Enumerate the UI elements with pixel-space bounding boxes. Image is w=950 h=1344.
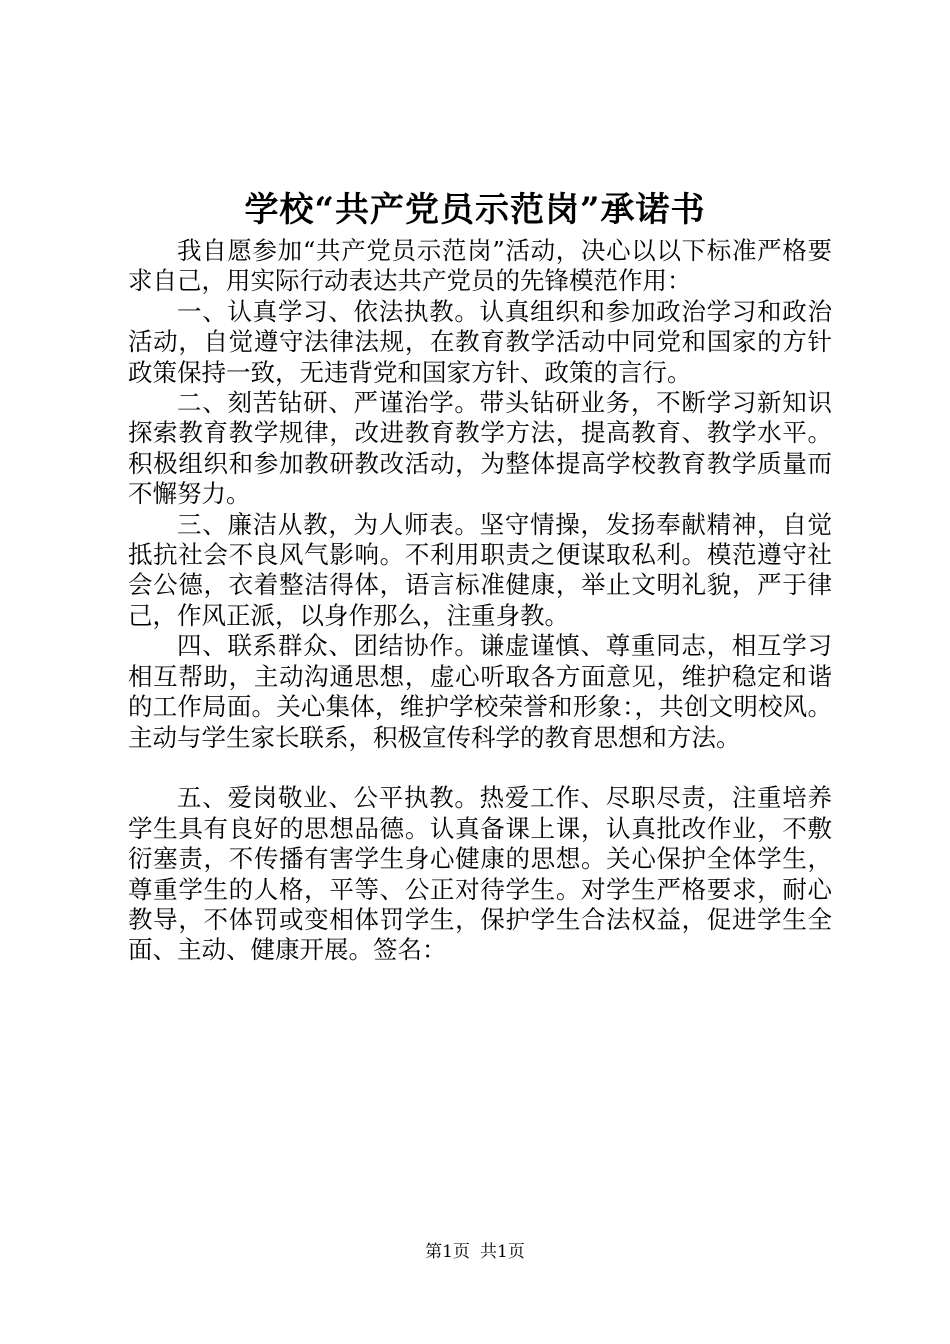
intro-paragraph: 我自愿参加“共产党员示范岗”活动，决心以以下标准严格要求自己，用实际行动表达共产党员的先锋模范作用： — [128, 236, 832, 296]
commitment-paragraph-2: 二、刻苦钻研、严谨治学。带头钻研业务，不断学习新知识探索教育教学规律，改进教育教学方法，提高教育、教学水平。积极组织和参加教研教改活动，为整体提高学校教育教学质量而不懈努力。 — [128, 388, 832, 509]
commitment-paragraph-3: 三、廉洁从教，为人师表。坚守情操，发扬奉献精神，自觉抵抗社会不良风气影响。不利用职责之便谋取私利。模范遵守社会公德，衣着整洁得体，语言标准健康，举止文明礼貌，严于律己，作风正派，以身作那么，注重身教。 — [128, 509, 832, 630]
document-title: 学校“共产党员示范岗”承诺书 — [244, 190, 706, 230]
page-total: 共1页 — [480, 1242, 525, 1262]
page-footer — [0, 1240, 950, 1264]
commitment-paragraph-1: 一、认真学习、依法执教。认真组织和参加政治学习和政治活动，自觉遵守法律法规，在教育教学活动中同党和国家的方针政策保持一致，无违背党和国家方针、政策的言行。 — [128, 296, 832, 387]
document-body — [128, 236, 832, 966]
paragraph-gap — [128, 753, 832, 783]
commitment-paragraph-5: 五、爱岗敬业、公平执教。热爱工作、尽职尽责，注重培养学生具有良好的思想品德。认真备课上课，认真批改作业，不敷衍塞责，不传播有害学生身心健康的思想。关心保护全体学生，尊重学生的人格，平等、公正对待学生。对学生严格要求，耐心教导，不体罚或变相体罚学生，保护学生合法权益，促进学生全面、主动、健康开展。签名： — [128, 783, 832, 965]
page-number: 第1页 — [425, 1242, 470, 1262]
commitment-paragraph-4: 四、联系群众、团结协作。谦虚谨慎、尊重同志，相互学习相互帮助，主动沟通思想，虚心听取各方面意见，维护稳定和谐的工作局面。关心集体，维护学校荣誉和形象：，共创文明校风。主动与学生家长联系，积极宣传科学的教育思想和方法。 — [128, 631, 832, 752]
